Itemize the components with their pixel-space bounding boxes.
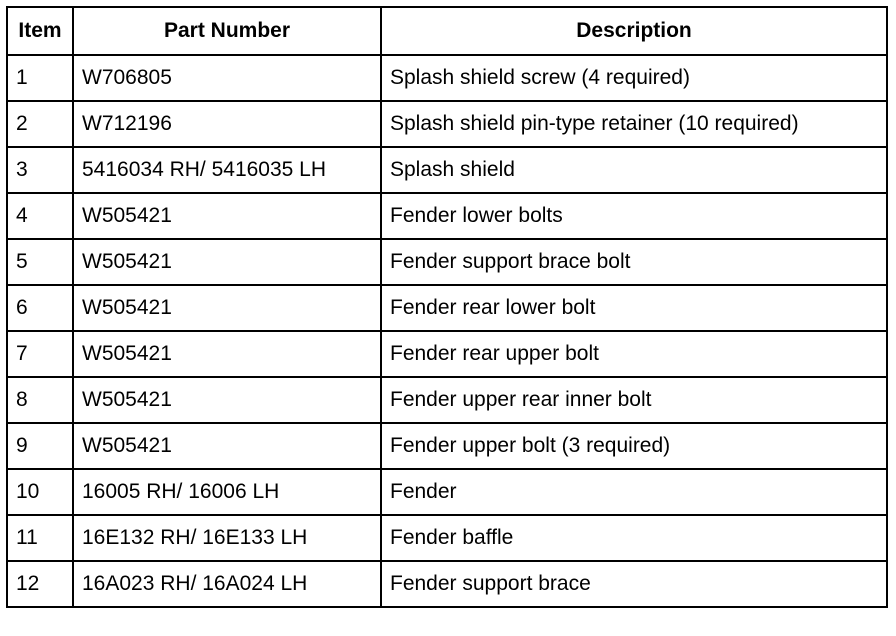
part-number-cell: W505421 [73, 377, 381, 423]
item-cell: 3 [7, 147, 73, 193]
table-header [7, 7, 887, 55]
parts-table [6, 6, 888, 608]
part-number-cell: W505421 [73, 239, 381, 285]
item-cell: 5 [7, 239, 73, 285]
item-cell: 2 [7, 101, 73, 147]
table-row [7, 377, 887, 423]
item-cell: 8 [7, 377, 73, 423]
description-cell: Fender upper bolt (3 required) [381, 423, 887, 469]
description-cell: Fender lower bolts [381, 193, 887, 239]
part-number-cell: W505421 [73, 331, 381, 377]
part-number-cell: 5416034 RH/ 5416035 LH [73, 147, 381, 193]
part-number-cell: W712196 [73, 101, 381, 147]
table-row [7, 101, 887, 147]
part-number-cell: 16E132 RH/ 16E133 LH [73, 515, 381, 561]
part-number-cell: W505421 [73, 285, 381, 331]
header-item: Item [7, 7, 73, 55]
part-number-cell: W505421 [73, 193, 381, 239]
item-cell: 9 [7, 423, 73, 469]
table-row [7, 193, 887, 239]
item-cell: 10 [7, 469, 73, 515]
part-number-cell: W706805 [73, 55, 381, 101]
part-number-cell: W505421 [73, 423, 381, 469]
table-row [7, 515, 887, 561]
table-row [7, 469, 887, 515]
part-number-cell: 16A023 RH/ 16A024 LH [73, 561, 381, 607]
item-cell: 7 [7, 331, 73, 377]
table-row [7, 55, 887, 101]
description-cell: Fender support brace [381, 561, 887, 607]
header-description: Description [381, 7, 887, 55]
description-cell: Fender rear lower bolt [381, 285, 887, 331]
item-cell: 6 [7, 285, 73, 331]
header-part-number: Part Number [73, 7, 381, 55]
table-row [7, 561, 887, 607]
table-row [7, 423, 887, 469]
description-cell: Splash shield screw (4 required) [381, 55, 887, 101]
description-cell: Fender upper rear inner bolt [381, 377, 887, 423]
description-cell: Splash shield pin-type retainer (10 required) [381, 101, 887, 147]
table-row [7, 331, 887, 377]
description-cell: Fender support brace bolt [381, 239, 887, 285]
table-row [7, 285, 887, 331]
table-row [7, 147, 887, 193]
description-cell: Fender [381, 469, 887, 515]
table-row [7, 239, 887, 285]
item-cell: 4 [7, 193, 73, 239]
description-cell: Fender rear upper bolt [381, 331, 887, 377]
table-body [7, 55, 887, 607]
item-cell: 1 [7, 55, 73, 101]
description-cell: Splash shield [381, 147, 887, 193]
item-cell: 12 [7, 561, 73, 607]
item-cell: 11 [7, 515, 73, 561]
part-number-cell: 16005 RH/ 16006 LH [73, 469, 381, 515]
description-cell: Fender baffle [381, 515, 887, 561]
header-row [7, 7, 887, 55]
